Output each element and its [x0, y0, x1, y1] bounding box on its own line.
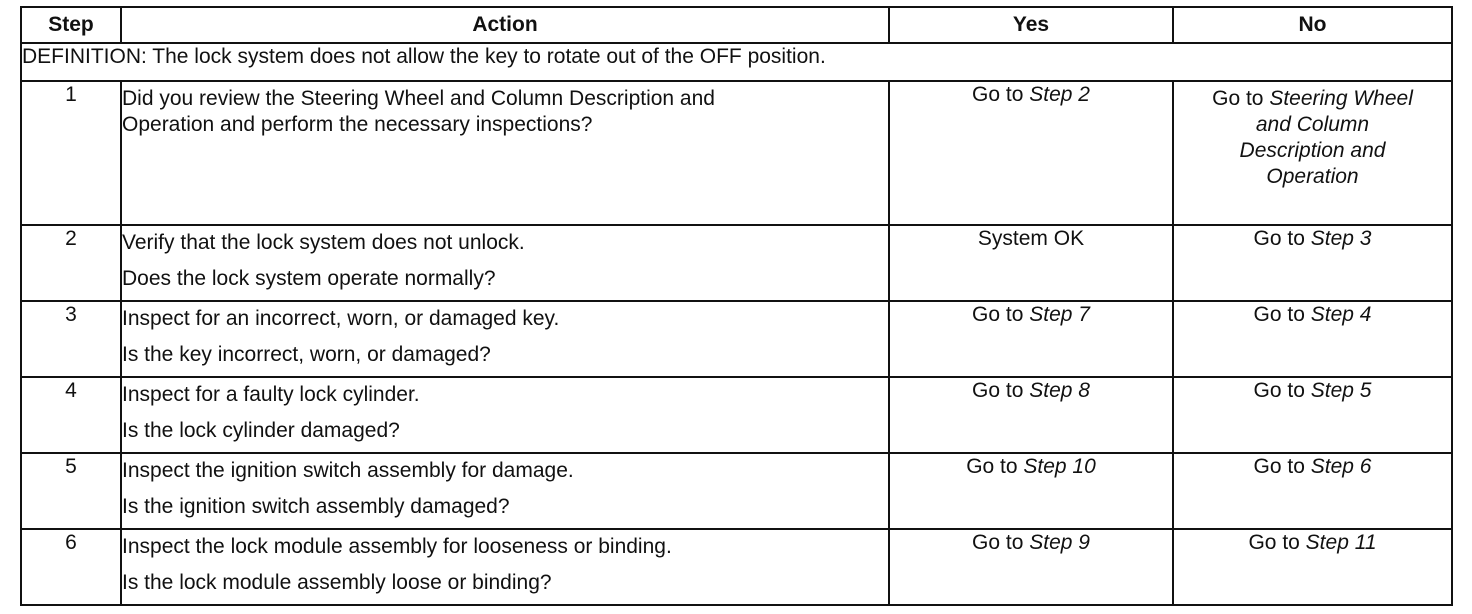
no-cell — [1173, 453, 1452, 529]
yes-step-link[interactable]: Step 9 — [1029, 531, 1090, 554]
no-step-link[interactable]: Step 11 — [1305, 531, 1377, 554]
yes-cell — [889, 377, 1173, 453]
action-cell — [121, 301, 889, 377]
step-number: 5 — [21, 453, 121, 529]
yes-step-link[interactable]: Step 8 — [1029, 379, 1090, 402]
table-row — [21, 529, 1452, 605]
no-step-link[interactable]: Step 3 — [1310, 227, 1372, 250]
action-question: Is the lock cylinder damaged? — [122, 419, 400, 442]
action-question: Does the lock system operate normally? — [122, 267, 496, 290]
definition-text: DEFINITION: The lock system does not allow the key to rotate out of the OFF position. — [21, 43, 1452, 81]
yes-cell — [889, 81, 1173, 225]
table-row — [21, 377, 1452, 453]
action-question: Is the key incorrect, worn, or damaged? — [122, 343, 491, 366]
step-number: 4 — [21, 377, 121, 453]
no-cell — [1173, 377, 1452, 453]
action-line: Inspect the lock module assembly for looseness or binding. — [122, 535, 672, 558]
step-number: 2 — [21, 225, 121, 301]
no-ref-line[interactable]: and Column — [1255, 113, 1370, 136]
definition-row — [21, 43, 1452, 81]
no-cell — [1173, 301, 1452, 377]
step-number: 1 — [21, 81, 121, 225]
action-cell — [121, 453, 889, 529]
action-cell — [121, 529, 889, 605]
no-prefix: Go to — [1248, 531, 1306, 554]
no-cell — [1173, 529, 1452, 605]
yes-cell — [889, 529, 1173, 605]
no-prefix: Go to — [1253, 455, 1311, 478]
no-prefix: Go to — [1253, 303, 1311, 326]
yes-prefix: Go to — [972, 303, 1030, 326]
table-row — [21, 225, 1452, 301]
table-row — [21, 453, 1452, 529]
yes-cell — [889, 301, 1173, 377]
yes-cell — [889, 453, 1173, 529]
yes-prefix: Go to — [972, 531, 1030, 554]
action-line: Verify that the lock system does not unlock. — [122, 231, 525, 254]
no-prefix: Go to — [1253, 227, 1311, 250]
step-number: 3 — [21, 301, 121, 377]
table-row — [21, 301, 1452, 377]
header-row — [21, 7, 1452, 43]
header-step: Step — [21, 7, 121, 43]
no-prefix: Go to — [1212, 87, 1270, 110]
step-number: 6 — [21, 529, 121, 605]
yes-step-link[interactable]: Step 7 — [1029, 303, 1090, 326]
no-cell — [1173, 81, 1452, 225]
header-action: Action — [121, 7, 889, 43]
yes-cell: System OK — [889, 225, 1173, 301]
header-yes: Yes — [889, 7, 1173, 43]
yes-prefix: Go to — [966, 455, 1024, 478]
action-question: Operation and perform the necessary inspections? — [122, 113, 593, 136]
yes-step-link[interactable]: Step 10 — [1023, 455, 1096, 478]
no-prefix: Go to — [1253, 379, 1311, 402]
action-cell — [121, 225, 889, 301]
table-row — [21, 81, 1452, 225]
no-step-link[interactable]: Step 5 — [1310, 379, 1372, 402]
action-cell — [121, 81, 889, 225]
action-cell — [121, 377, 889, 453]
no-cell — [1173, 225, 1452, 301]
action-line: Inspect for a faulty lock cylinder. — [122, 383, 420, 406]
no-step-link[interactable]: Step 6 — [1310, 455, 1372, 478]
action-line: Inspect for an incorrect, worn, or damaged key. — [122, 307, 560, 330]
action-line: Inspect the ignition switch assembly for damage. — [122, 459, 574, 482]
action-line: Did you review the Steering Wheel and Column Description and — [122, 87, 715, 110]
yes-prefix: Go to — [972, 379, 1030, 402]
no-step-link[interactable]: Step 4 — [1310, 303, 1372, 326]
action-question: Is the ignition switch assembly damaged? — [122, 495, 510, 518]
diagnostic-table — [20, 6, 1453, 606]
yes-step-link[interactable]: Step 2 — [1029, 83, 1090, 106]
header-no: No — [1173, 7, 1452, 43]
no-ref-link[interactable]: Steering Wheel — [1269, 87, 1413, 110]
no-ref-line[interactable]: Operation — [1266, 165, 1359, 188]
yes-prefix: Go to — [972, 83, 1030, 106]
action-question: Is the lock module assembly loose or binding? — [122, 571, 552, 594]
no-ref-line[interactable]: Description and — [1239, 139, 1386, 162]
